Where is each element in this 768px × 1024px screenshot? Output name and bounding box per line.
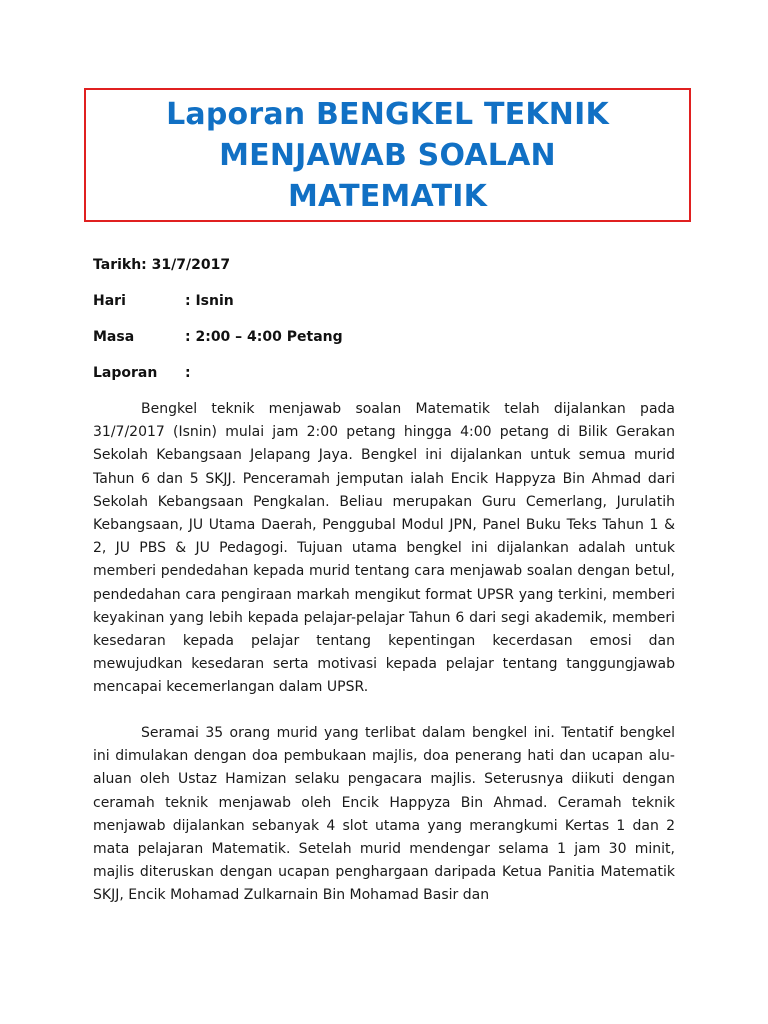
report-title: Laporan BENGKEL TEKNIK MENJAWAB SOALAN MATEMATIK (166, 96, 609, 214)
report-label: Laporan (93, 365, 158, 381)
day-label: Hari (93, 293, 126, 309)
paragraph-1: Bengkel teknik menjawab soalan Matematik telah dijalankan pada 31/7/2017 (Isnin) mulai jam 2:00 petang hingga 4:00 petang di Bilik Gerakan Sekolah Kebangsaan Jelapang Jaya. Bengkel ini dijalankan untuk semua murid Tahun 6 dan 5 SKJJ. Penceramah jemputan ialah Encik Happyza Bin Ahmad dari Sekolah Kebangsaan Pengkalan. Beliau merupakan Guru Cemerlang, Jurulatih Kebangsaan, JU Utama Daerah, Penggubal Modul JPN, Panel Buku Teks Tahun 1 & 2, JU PBS & JU Pedagogi. Tujuan utama bengkel ini dijalankan adalah untuk memberi pendedahan kepada murid tentang cara menjawab soalan dengan betul, pendedahan cara pengiraan markah mengikut format UPSR yang terkini, memberi keyakinan yang lebih kepada pelajar-pelajar Tahun 6 dari segi akademik, memberi kesedaran kepada pelajar tentang kepentingan kecerdasan emosi dan mewujudkan kesedaran serta motivasi kepada pelajar tentang tanggungjawab mencapai kecemerlangan dalam UPSR. (93, 401, 675, 696)
time-value: : 2:00 – 4:00 Petang (185, 329, 343, 345)
day-value: : Isnin (185, 293, 234, 309)
day-line (93, 292, 234, 310)
time-label: Masa (93, 329, 135, 345)
time-line (93, 328, 343, 346)
date-text: Tarikh: 31/7/2017 (93, 257, 231, 273)
date-line (93, 256, 230, 274)
paragraph-2: Seramai 35 orang murid yang terlibat dalam bengkel ini. Tentatif bengkel ini dimulakan dengan doa pembukaan majlis, doa penerang hati dan ucapan alu-aluan oleh Ustaz Hamizan selaku pengacara majlis. Seterusnya diikuti dengan ceramah teknik menjawab oleh Encik Happyza Bin Ahmad. Ceramah teknik menjawab dijalankan sebanyak 4 slot utama yang merangkumi Kertas 1 dan 2 mata pelajaran Matematik. Setelah murid mendengar selama 1 jam 30 minit, majlis diteruskan dengan ucapan penghargaan daripada Ketua Panitia Matematik SKJJ, Encik Mohamad Zulkarnain Bin Mohamad Basir dan (93, 725, 675, 904)
title-box (84, 88, 691, 222)
report-colon: : (185, 365, 191, 381)
report-line (93, 364, 191, 382)
